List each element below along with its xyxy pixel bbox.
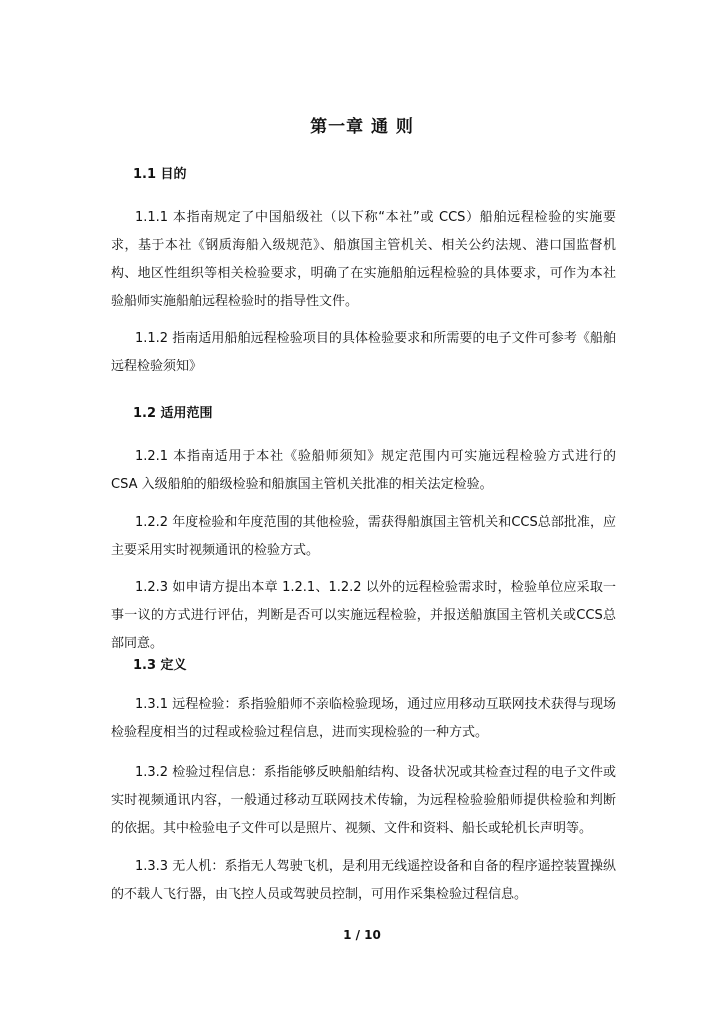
paragraph-1-2-2: 1.2.2 年度检验和年度范围的其他检验，需获得船旗国主管机关和CCS总部批准，应主要采用实时视频通讯的检验方式。 — [111, 515, 616, 558]
section-heading-1-1: 1.1 目的 — [133, 167, 187, 182]
paragraph-1-2-3: 1.2.3 如申请方提出本章 1.2.1、1.2.2 以外的远程检验需求时，检验单位应采取一事一议的方式进行评估，判断是否可以实施远程检验，并报送船旗国主管机关或CCS总部同意。 — [111, 580, 616, 651]
page-number: 1 / 10 — [343, 928, 381, 942]
paragraph-1-3-3: 1.3.3 无人机：系指无人驾驶飞机，是利用无线遥控设备和自备的程序遥控装置操纵的不载人飞行器，由飞控人员或驾驶员控制，可用作采集检验过程信息。 — [111, 859, 616, 902]
paragraph-1-2-1: 1.2.1 本指南适用于本社《验船师须知》规定范围内可实施远程检验方式进行的 CSA 入级船舶的船级检验和船旗国主管机关批准的相关法定检验。 — [111, 449, 616, 492]
chapter-title: 第一章 通 则 — [310, 117, 414, 137]
paragraph-1-1-2: 1.1.2 指南适用船舶远程检验项目的具体检验要求和所需要的电子文件可参考《船舶远程检验须知》 — [111, 331, 616, 374]
section-heading-1-3: 1.3 定义 — [133, 658, 187, 673]
paragraph-1-3-1: 1.3.1 远程检验：系指验船师不亲临检验现场，通过应用移动互联网技术获得与现场检验程度相当的过程或检验过程信息，进而实现检验的一种方式。 — [111, 697, 616, 740]
paragraph-1-1-1: 1.1.1 本指南规定了中国船级社（以下称“本社”或 CCS）船舶远程检验的实施要求，基于本社《钢质海船入级规范》、船旗国主管机关、相关公约法规、港口国监督机构、地区性组织等相关检验要求，明确了在实施船舶远程检验的具体要求，可作为本社验船师实施船舶远程检验时的指导性文件。 — [111, 210, 616, 309]
paragraph-1-3-2: 1.3.2 检验过程信息：系指能够反映船舶结构、设备状况或其检查过程的电子文件或实时视频通讯内容，一般通过移动互联网技术传输，为远程检验验船师提供检验和判断的依据。其中检验电子文件可以是照片、视频、文件和资料、船长或轮机长声明等。 — [111, 765, 616, 836]
section-heading-1-2: 1.2 适用范围 — [133, 406, 213, 421]
